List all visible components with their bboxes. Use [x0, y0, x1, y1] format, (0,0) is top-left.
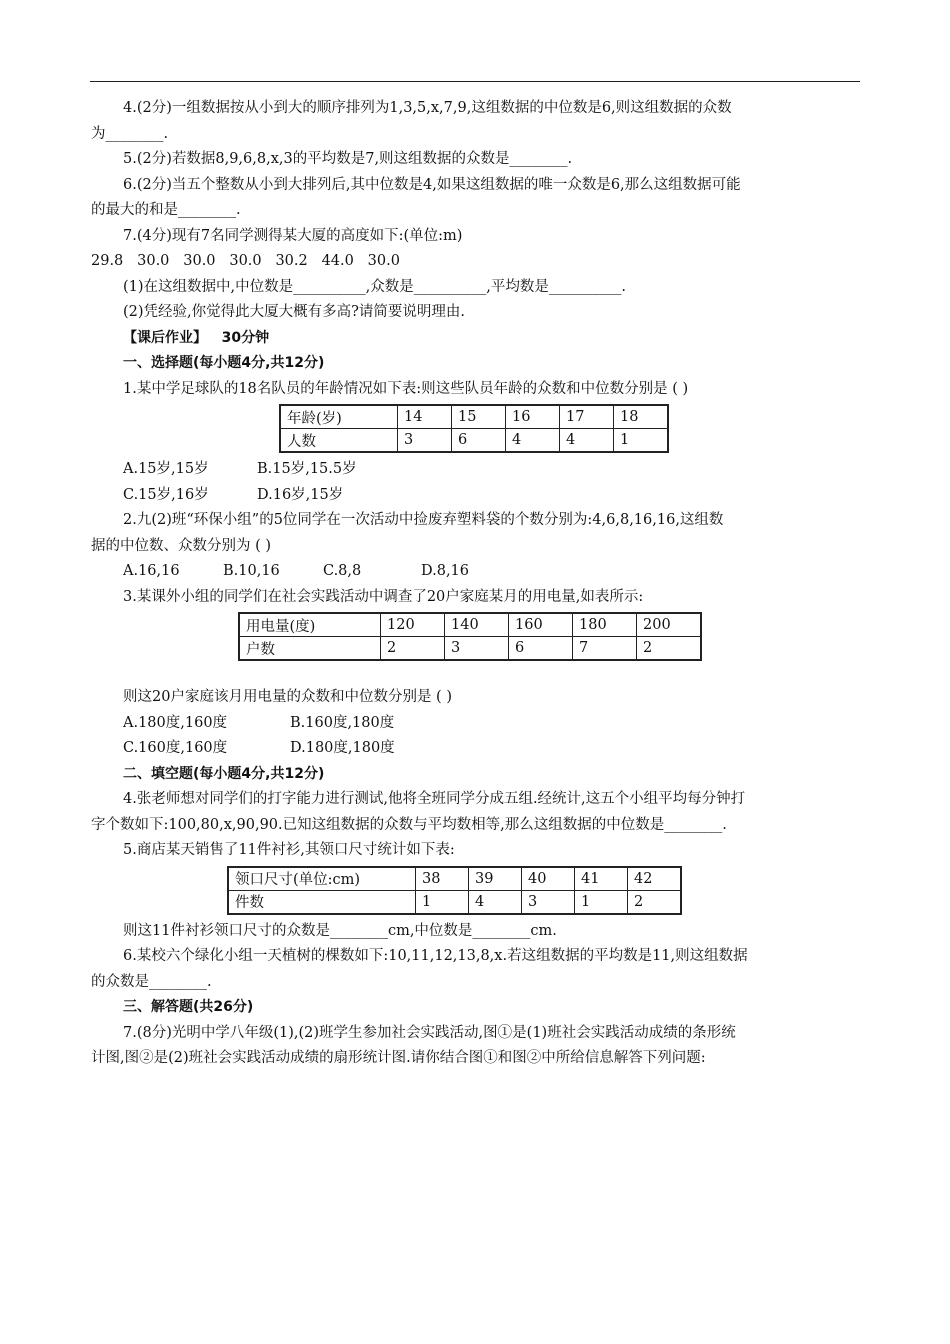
hq3-question-line2: 则这20户家庭该月用电量的众数和中位数分别是 ( ): [123, 689, 452, 705]
hq7-line2: 计图,图②是(2)班社会实践活动成绩的扇形统计图.请你结合图①和图②中所给信息解答下列问题:: [91, 1050, 706, 1066]
table-cell: 2: [637, 637, 702, 661]
table-cell: 41: [575, 867, 628, 891]
table-cell: 38: [416, 867, 469, 891]
table-cell: 7: [573, 637, 637, 661]
hq6-line1: 6.某校六个绿化小组一天植树的棵数如下:10,11,12,13,8,x.若这组数据的平均数是11,则这组数据: [123, 948, 748, 964]
table-cell: 1: [614, 429, 669, 453]
table-row: [280, 405, 668, 429]
table-cell: 2: [381, 637, 445, 661]
table-cell: 6: [452, 429, 506, 453]
hq2-question-line1: 2.九(2)班“环保小组”的5位同学在一次活动中捡废弃塑料袋的个数分别为:4,6,8,16,16,这组数: [123, 512, 724, 528]
q4-line2: 为________.: [91, 125, 169, 142]
table-cell: 120: [381, 613, 445, 637]
table-cell: 16: [506, 405, 560, 429]
table-cell: 件数: [228, 890, 416, 914]
section2-title: 二、填空题(每小题4分,共12分): [123, 765, 325, 782]
table-row: [228, 890, 681, 914]
table-cell: 6: [509, 637, 573, 661]
table-cell: 年龄(岁): [280, 405, 398, 429]
hq2-options: [91, 559, 861, 585]
option-a: A.180度,160度: [123, 714, 228, 731]
option-c: C.15岁,16岁: [123, 486, 209, 503]
table-cell: 40: [522, 867, 575, 891]
q7-data: 29.8 30.0 30.0 30.0 30.2 44.0 30.0: [91, 253, 400, 269]
hq5-question: 5.商店某天销售了11件衬衫,其领口尺寸统计如下表:: [123, 842, 455, 858]
table-row: [239, 613, 701, 637]
age-table: [279, 404, 669, 453]
spacer: [91, 665, 861, 685]
option-b: B.15岁,15.5岁: [257, 461, 357, 477]
hq4-line1: 4.张老师想对同学们的打字能力进行测试,他将全班同学分成五组.经统计,这五个小组平均每分钟打: [123, 791, 746, 807]
option-a: A.16,16: [123, 563, 180, 579]
table-cell: 42: [628, 867, 682, 891]
table-cell: 200: [637, 613, 702, 637]
option-a: A.15岁,15岁: [123, 461, 209, 477]
option-c: C.160度,160度: [123, 740, 228, 756]
table-cell: 18: [614, 405, 669, 429]
hq2-question-line2: 据的中位数、众数分别为 ( ): [91, 537, 272, 554]
table-cell: 用电量(度): [239, 613, 381, 637]
collar-size-table: [227, 866, 682, 915]
table-cell: 3: [398, 429, 452, 453]
table-cell: 4: [506, 429, 560, 453]
table-cell: 14: [398, 405, 452, 429]
hq7-line1: 7.(8分)光明中学八年级(1),(2)班学生参加社会实践活动,图①是(1)班社会实践活动成绩的条形统: [123, 1024, 736, 1041]
hq5-question-line2: 则这11件衬衫领口尺寸的众数是________cm,中位数是________cm.: [123, 922, 557, 939]
option-c: C.8,8: [323, 563, 362, 579]
q7-line: 7.(4分)现有7名同学测得某大厦的高度如下:(单位:m): [123, 227, 463, 244]
q5-line: 5.(2分)若数据8,9,6,8,x,3的平均数是7,则这组数据的众数是________.: [123, 151, 573, 167]
worksheet-body: [91, 96, 861, 1072]
option-d: D.8,16: [421, 563, 470, 579]
hq3-options-cd: [91, 736, 861, 762]
table-cell: 2: [628, 890, 682, 914]
option-d: D.180度,180度: [290, 740, 395, 756]
hq3-options-ab: [91, 711, 861, 737]
table-row: [280, 429, 668, 453]
table-cell: 4: [469, 890, 522, 914]
hq4-line2: 字个数如下:100,80,x,90,90.已知这组数据的众数与平均数相等,那么这组数据的中位数是________.: [91, 816, 727, 833]
table-cell: 180: [573, 613, 637, 637]
table-cell: 15: [452, 405, 506, 429]
table-row: [228, 867, 681, 891]
q7-part2: (2)凭经验,你觉得此大厦大概有多高?请简要说明理由.: [123, 304, 466, 320]
hq1-options-cd: [91, 483, 861, 509]
table-cell: 3: [445, 637, 509, 661]
q4-line1: 4.(2分)一组数据按从小到大的顺序排列为1,3,5,x,7,9,这组数据的中位数是6,则这组数据的众数: [123, 100, 732, 116]
table-cell: 4: [560, 429, 614, 453]
table-cell: 1: [416, 890, 469, 914]
table-cell: 17: [560, 405, 614, 429]
table-cell: 1: [575, 890, 628, 914]
option-d: D.16岁,15岁: [257, 486, 344, 503]
table-cell: 户数: [239, 637, 381, 661]
q6-line2: 的最大的和是________.: [91, 202, 241, 218]
q7-part1: (1)在这组数据中,中位数是__________,众数是__________,平均数是__________.: [123, 278, 626, 295]
hq3-question: 3.某课外小组的同学们在社会实践活动中调查了20户家庭某月的用电量,如表所示:: [123, 588, 644, 605]
hq6-line2: 的众数是________.: [91, 973, 212, 990]
section3-title: 三、解答题(共26分): [123, 999, 254, 1015]
table-cell: 140: [445, 613, 509, 637]
table-cell: 3: [522, 890, 575, 914]
homework-title: 【课后作业】 30分钟: [123, 329, 270, 346]
header-rule: [90, 81, 860, 82]
hq1-options-ab: [91, 457, 861, 483]
q6-line1: 6.(2分)当五个整数从小到大排列后,其中位数是4,如果这组数据的唯一众数是6,那么这组数据可能: [123, 176, 741, 193]
option-b: B.10,16: [223, 563, 280, 579]
table-cell: 领口尺寸(单位:cm): [228, 867, 416, 891]
electricity-table: [238, 612, 702, 661]
table-row: [239, 637, 701, 661]
option-b: B.160度,180度: [290, 714, 395, 731]
hq1-question: 1.某中学足球队的18名队员的年龄情况如下表:则这些队员年龄的众数和中位数分别是 ( ): [123, 380, 689, 397]
table-cell: 160: [509, 613, 573, 637]
table-cell: 人数: [280, 429, 398, 453]
table-cell: 39: [469, 867, 522, 891]
section1-title: 一、选择题(每小题4分,共12分): [123, 355, 325, 371]
